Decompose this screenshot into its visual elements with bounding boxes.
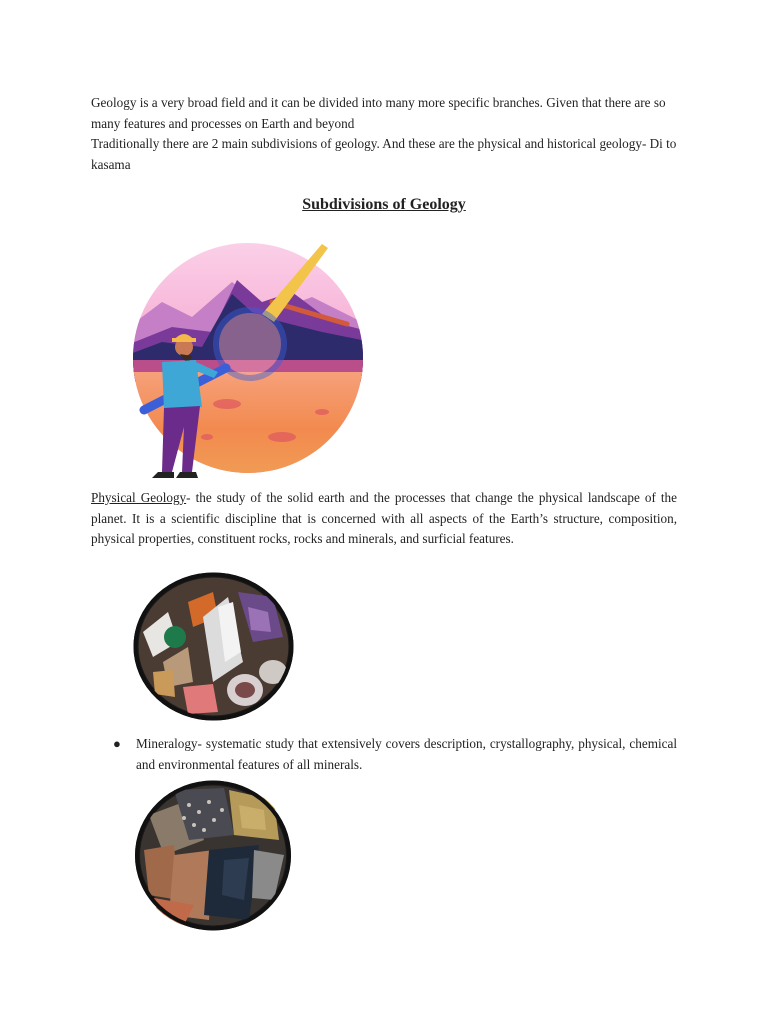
- physical-geology-paragraph: [91, 488, 677, 550]
- intro-paragraph-1: [91, 93, 677, 175]
- mineralogy-text: Mineralogy- systematic study that extensively covers description, crystallography, physical, chemical and environmental features of all minerals.: [136, 736, 677, 772]
- geologist-illustration: [122, 232, 372, 484]
- intro-text-2: Traditionally there are 2 main subdivisions of geology. And these are the physical and historical geology- Di to kasama: [91, 136, 677, 172]
- physical-geology-description: - the study of the solid earth and the processes that change the physical landscape of the planet. It is a scientific discipline that is concerned with all aspects of the Earth’s structure, composition, physical properties, constituent rocks, rocks and minerals, and surficial features.: [91, 490, 677, 547]
- intro-text-1: Geology is a very broad field and it can be divided into many more specific branches. Given that there are so many features and processes on Earth and beyond: [91, 95, 666, 131]
- physical-geology-term: Physical Geology: [91, 490, 187, 505]
- bullet-marker: ●: [113, 736, 121, 751]
- section-heading: Subdivisions of Geology: [302, 196, 466, 213]
- rocks-photo: [134, 780, 292, 931]
- minerals-photo: [133, 572, 294, 721]
